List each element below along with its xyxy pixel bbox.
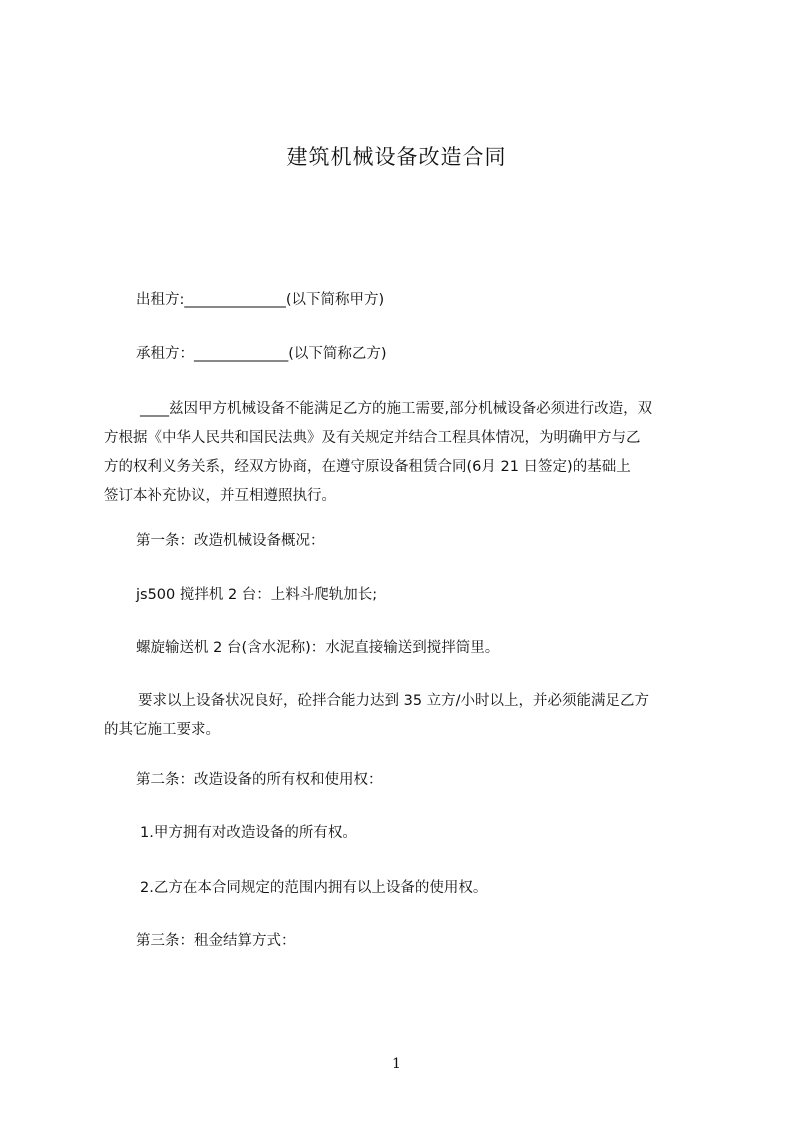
preamble-paragraph: [104, 395, 704, 511]
preamble-line: 方根据《中华人民共和国民法典》及有关规定并结合工程具体情况，为明确甲方与乙: [104, 430, 641, 446]
article1-item: js500 搅拌机 2 台：上料斗爬轨加长;: [136, 587, 378, 603]
document-title: 建筑机械设备改造合同: [286, 145, 507, 169]
article1-heading: 第一条：改造机械设备概况：: [136, 533, 325, 549]
lessee-line: [136, 340, 736, 369]
lessor-suffix: (以下简称甲方): [285, 292, 385, 308]
preamble-line: 签订本补充协议，并互相遵照执行。: [104, 488, 336, 504]
article2-heading: 第二条：改造设备的所有权和使用权：: [136, 772, 383, 788]
article1-item: 螺旋输送机 2 台(含水泥称)：水泥直接输送到搅拌筒里。: [136, 640, 500, 656]
article1-requirement-paragraph: [104, 687, 704, 745]
article2-item: 1.甲方拥有对改造设备的所有权。: [140, 825, 357, 841]
article3-heading: 第三条：租金结算方式：: [136, 933, 296, 949]
requirement-line: 要求以上设备状况良好，砼拌合能力达到 35 立方/小时以上，并必须能满足乙方: [138, 693, 650, 709]
lessee-suffix: (以下简称乙方): [288, 346, 387, 362]
article2-item: 2.乙方在本合同规定的范围内拥有以上设备的使用权。: [140, 880, 488, 896]
requirement-line: 的其它施工要求。: [104, 722, 220, 738]
lessor-line: [136, 286, 736, 315]
lessor-blank: ______________: [184, 292, 286, 308]
lessor-label: 出租方:: [136, 292, 185, 308]
preamble-line: ____兹因甲方机械设备不能满足乙方的施工需要,部分机械设备必须进行改造，双: [140, 401, 653, 417]
lessee-blank: _____________: [194, 346, 289, 362]
preamble-line: 方的权利义务关系，经双方协商，在遵守原设备租赁合同(6月 21 日签定)的基础上: [104, 459, 631, 475]
page-number: 1: [392, 1056, 401, 1072]
lessee-label: 承租方：: [136, 346, 194, 362]
